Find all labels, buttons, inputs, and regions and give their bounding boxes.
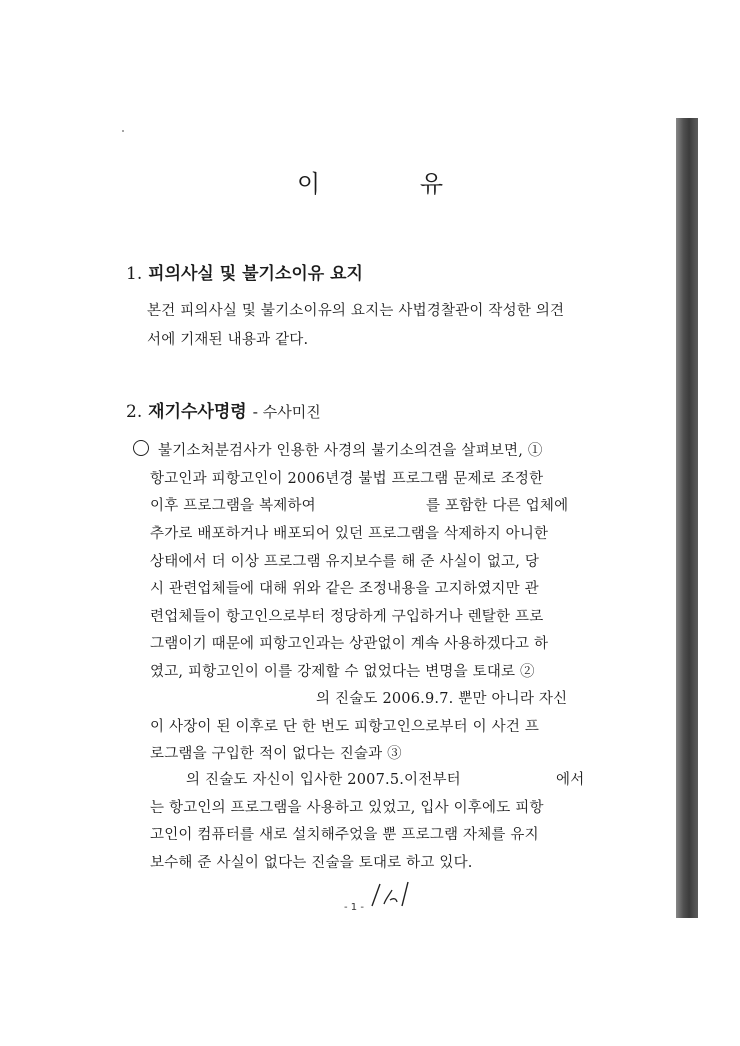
paragraph-line-3b: 를 포함한 다른 업체에: [426, 498, 569, 514]
paragraph-line-3a: 이후 프로그램을 복제하여: [150, 498, 316, 514]
section-2-heading: [126, 397, 321, 422]
section-2-number: 2.: [126, 402, 143, 422]
paragraph-line-4: 추가로 배포하거나 배포되어 있던 프로그램을 삭제하지 아니한: [150, 526, 549, 542]
section-1-number: 1.: [126, 264, 143, 284]
document-title: 이 유: [297, 170, 489, 198]
scan-speck: [122, 130, 124, 132]
paragraph-line-13b: 에서: [556, 772, 585, 788]
section-1-line-2: 서에 기재된 내용과 같다.: [147, 332, 309, 348]
paragraph-line-10: 의 진술도 2006.9.7. 뿐만 아니라 자신: [316, 691, 568, 707]
section-2-subtitle: - 수사미진: [252, 403, 321, 421]
page-number: - 1 -: [344, 902, 364, 913]
section-1-heading: [126, 259, 363, 284]
paragraph-line-13a: 의 진술도 자신이 입사한 2007.5.이전부터: [186, 772, 461, 788]
scan-edge-shadow: [676, 118, 698, 918]
paragraph-line-2: 항고인과 피항고인이 2006년경 불법 프로그램 문제로 조정한: [150, 471, 544, 487]
paragraph-line-1: 불기소처분검사가 인용한 사경의 불기소의견을 살펴보면, ①: [158, 443, 543, 459]
paragraph-line-5: 상태에서 더 이상 프로그램 유지보수를 해 준 사실이 없고, 당: [150, 554, 540, 570]
paragraph-line-12: 로그램을 구입한 적이 없다는 진술과 ③: [150, 746, 402, 762]
paragraph-line-16: 보수해 준 사실이 없다는 진술을 토대로 하고 있다.: [150, 855, 473, 871]
paragraph-line-7: 련업체들이 항고인으로부터 정당하게 구입하거나 렌탈한 프로: [150, 609, 544, 625]
paragraph-line-11: 이 사장이 된 이후로 단 한 번도 피항고인으로부터 이 사건 프: [150, 719, 540, 735]
paragraph-line-8: 그램이기 때문에 피항고인과는 상관없이 계속 사용하겠다고 하: [150, 636, 549, 652]
section-1-title: 피의사실 및 불기소이유 요지: [148, 264, 363, 284]
section-1-line-1: 본건 피의사실 및 불기소이유의 요지는 사법경찰관이 작성한 의견: [147, 303, 565, 319]
paragraph-line-9: 였고, 피항고인이 이를 강제할 수 없었다는 변명을 토대로 ②: [150, 664, 535, 680]
paragraph-line-14: 는 항고인의 프로그램을 사용하고 있었고, 입사 이후에도 피항: [150, 800, 544, 816]
section-2-title: 재기수사명령: [148, 402, 247, 422]
circle-bullet-icon: [133, 440, 149, 456]
paragraph-line-6: 시 관련업체들에 대해 위와 같은 조정내용을 고지하였지만 관: [150, 581, 539, 597]
paragraph-line-15: 고인이 컴퓨터를 새로 설치해주었을 뿐 프로그램 자체를 유지: [150, 827, 539, 843]
handwritten-page-mark: [366, 876, 426, 916]
